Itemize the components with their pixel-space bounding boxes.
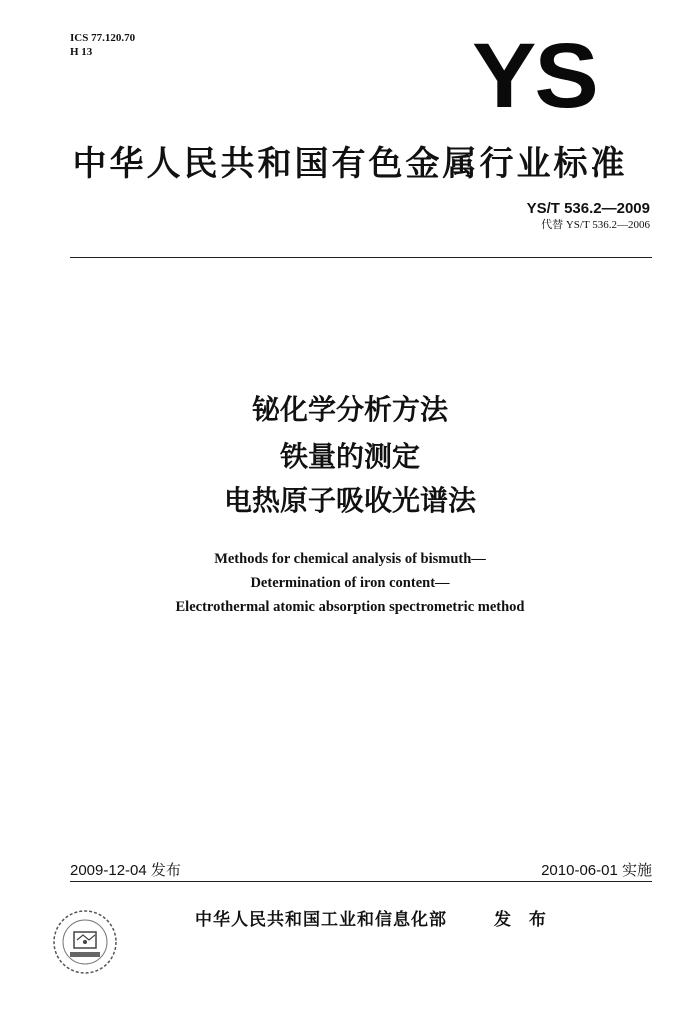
issue-date: 2009-12-04 发布 [70, 862, 181, 879]
ics-code: ICS 77.120.70 [70, 32, 136, 44]
issue-label: 发 布 [494, 910, 552, 930]
ics-code-block [70, 31, 135, 59]
en-title-line-1: Methods for chemical analysis of bismuth— [214, 551, 486, 567]
cn-title-line-3: 电热原子吸收光谱法 [223, 484, 476, 517]
cn-title-line-1: 铋化学分析方法 [251, 393, 448, 426]
standard-number: YS/T 536.2—2009 [526, 200, 650, 217]
top-divider [70, 257, 652, 258]
cn-title-line-2: 铁量的测定 [279, 440, 420, 473]
publisher-seal-icon [50, 907, 120, 977]
en-title-line-2: Determination of iron content— [250, 575, 450, 591]
ys-logo: YS [472, 25, 597, 127]
en-title-line-3: Electrothermal atomic absorption spectrometric method [175, 599, 525, 615]
replaces-standard: 代替 YS/T 536.2—2006 [541, 219, 650, 231]
issuing-authority: 中华人民共和国工业和信息化部 [195, 910, 447, 930]
classification-code: H 13 [70, 46, 93, 58]
standard-category-title: 中华人民共和国有色金属行业标准 [72, 144, 628, 184]
bottom-divider [70, 881, 652, 882]
implementation-date: 2010-06-01 实施 [541, 862, 652, 879]
